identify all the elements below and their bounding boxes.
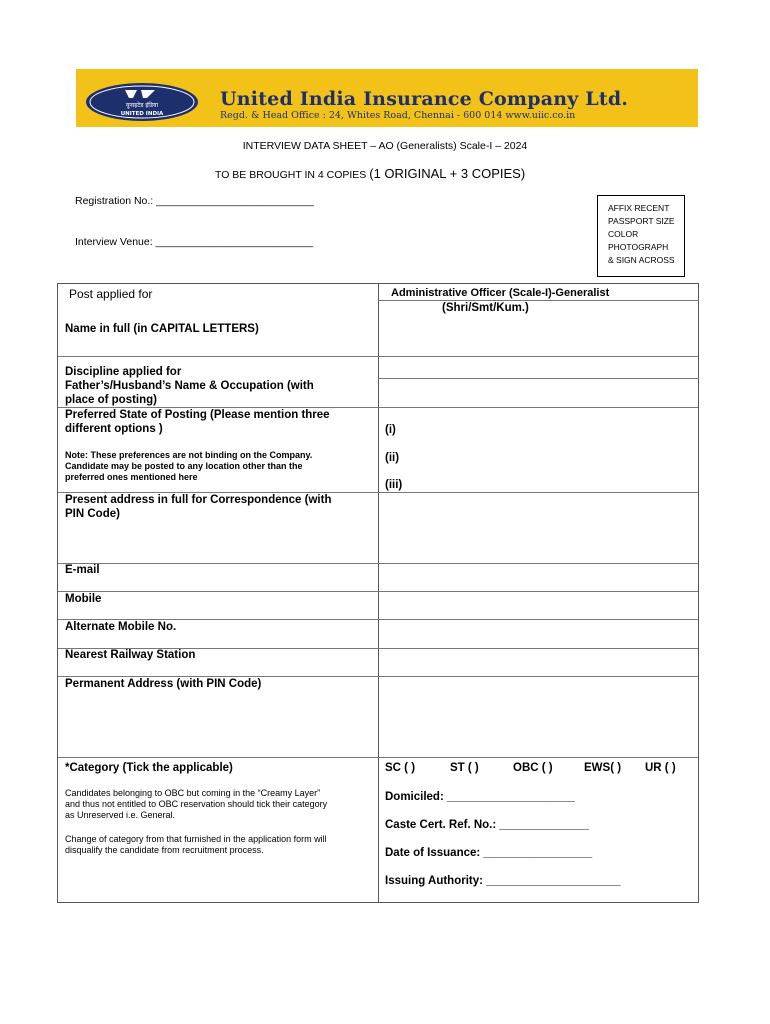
domiciled-field[interactable]: Domiciled: ____________________	[385, 791, 575, 803]
post-value: Administrative Officer (Scale-I)-Generalist	[391, 287, 610, 299]
state-option-2[interactable]: (ii)	[385, 452, 400, 464]
category-st[interactable]: ST ( )	[450, 762, 479, 774]
issuance-date-field[interactable]: Date of Issuance: _________________	[385, 847, 593, 859]
discipline-label: Discipline applied for	[65, 366, 182, 378]
company-address: Regd. & Head Office : 24, Whites Road, Chennai - 600 014 www.uiic.co.in	[220, 110, 576, 121]
category-note-1: Candidates belonging to OBC but coming in the “Creamy Layer”	[65, 788, 321, 798]
father-label-2: place of posting)	[65, 394, 157, 406]
address-label-2: PIN Code)	[65, 508, 120, 520]
column-divider	[378, 284, 379, 902]
category-note-5: disqualify the candidate from recruitment process.	[65, 845, 264, 855]
venue-field[interactable]: Interview Venue: ___________________________	[75, 236, 314, 248]
state-option-1[interactable]: (i)	[385, 424, 396, 436]
photo-text-3: COLOR	[608, 229, 639, 239]
email-label: E-mail	[65, 564, 100, 576]
photo-text-4: PHOTOGRAPH	[608, 242, 669, 252]
page-title: INTERVIEW DATA SHEET – AO (Generalists) Scale-I – 2024	[242, 140, 528, 152]
company-name: United India Insurance Company Ltd.	[220, 88, 629, 110]
category-ur[interactable]: UR ( )	[645, 762, 676, 774]
category-note	[65, 788, 327, 821]
row-divider	[58, 563, 698, 564]
salutation-options[interactable]: (Shri/Smt/Kum.)	[442, 302, 529, 314]
category-ews[interactable]: EWS( )	[584, 762, 622, 774]
photo-box[interactable]	[597, 195, 685, 277]
state-label-1: Preferred State of Posting (Please mention three	[65, 409, 330, 421]
row-divider	[58, 757, 698, 758]
category-warning	[65, 834, 327, 856]
row-divider	[58, 492, 698, 493]
data-sheet-table	[57, 283, 699, 903]
state-note-2: Candidate may be posted to any location other than the	[65, 461, 303, 471]
row-divider	[58, 676, 698, 677]
category-note-4: Change of category from that furnished in the application form will	[65, 834, 327, 844]
railway-label: Nearest Railway Station	[65, 649, 196, 661]
category-obc[interactable]: OBC ( )	[513, 762, 553, 774]
state-note-1: Note: These preferences are not binding on the Company.	[65, 450, 313, 460]
svg-text:UNITED INDIA: UNITED INDIA	[120, 111, 164, 117]
name-label: Name in full (in CAPITAL LETTERS)	[65, 323, 259, 335]
photo-text-2: PASSPORT SIZE	[608, 216, 675, 226]
copies-line: TO BE BROUGHT IN 4 COPIES	[215, 169, 367, 181]
row-divider	[58, 591, 698, 592]
copies-instruction	[215, 166, 525, 181]
father-label-1: Father’s/Husband’s Name & Occupation (with	[65, 380, 314, 392]
copies-detail: (1 ORIGINAL + 3 COPIES)	[369, 166, 526, 181]
photo-text-1: AFFIX RECENT	[608, 203, 670, 213]
alt-mobile-label: Alternate Mobile No.	[65, 621, 177, 633]
row-divider	[58, 619, 698, 620]
row-divider	[378, 378, 699, 379]
photo-text-5: & SIGN ACROSS	[608, 255, 675, 265]
state-label-2: different options )	[65, 423, 163, 435]
category-note-3: as Unreserved i.e. General.	[65, 810, 176, 820]
registration-field[interactable]: Registration No.: ___________________________	[75, 195, 314, 207]
caste-cert-field[interactable]: Caste Cert. Ref. No.: ______________	[385, 819, 589, 831]
mobile-label: Mobile	[65, 593, 102, 605]
address-label-1: Present address in full for Correspondence (with	[65, 494, 332, 506]
category-label: *Category (Tick the applicable)	[65, 762, 233, 774]
issuing-authority-field[interactable]: Issuing Authority: _____________________	[385, 875, 621, 887]
svg-text:यूनाइटेड इंडिया: यूनाइटेड इंडिया	[125, 102, 159, 109]
row-divider	[378, 300, 699, 301]
company-logo-icon	[85, 82, 200, 122]
row-divider	[58, 407, 698, 408]
post-label: Post applied for	[69, 287, 153, 301]
category-note-2: and thus not entitled to OBC reservation should tick their category	[65, 799, 328, 809]
state-option-3[interactable]: (iii)	[385, 479, 403, 491]
header-banner	[76, 69, 698, 127]
row-divider	[58, 356, 698, 357]
state-note	[65, 450, 312, 483]
state-note-3: preferred ones mentioned here	[65, 472, 198, 482]
category-sc[interactable]: SC ( )	[385, 762, 416, 774]
permanent-address-label: Permanent Address (with PIN Code)	[65, 678, 262, 690]
